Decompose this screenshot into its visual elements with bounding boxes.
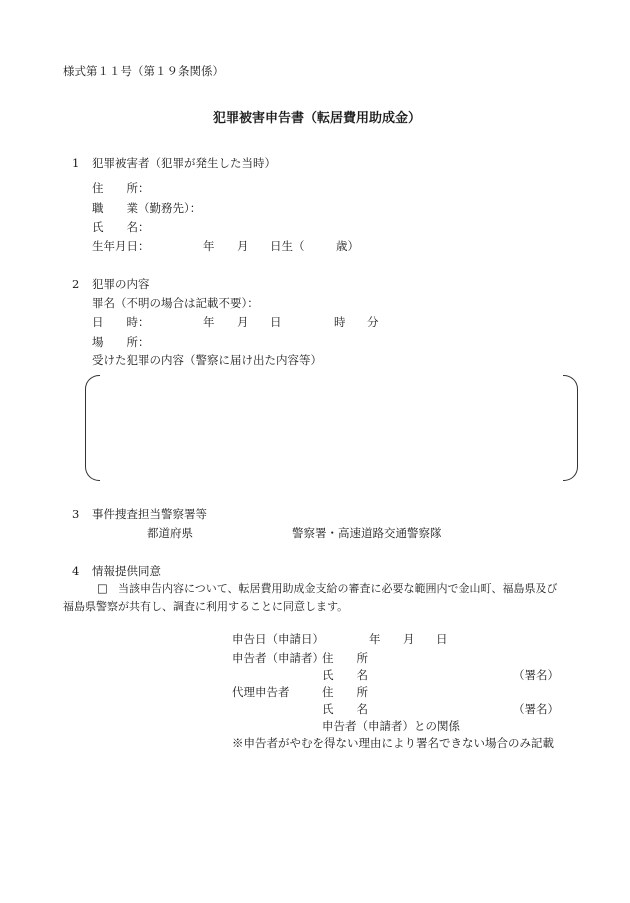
section-heading: 犯罪被害者（犯罪が発生した当時）	[92, 156, 276, 170]
applicant-signature-label: （署名）	[513, 668, 559, 682]
age-unit: 歳）	[336, 239, 359, 253]
birth-year-unit: 年	[203, 239, 215, 253]
page-title: 犯罪被害申告書（転居費用助成金）	[213, 111, 422, 126]
content-box-left-bracket	[85, 375, 100, 481]
address-label: 住 所：	[92, 181, 150, 195]
section-number: 4	[72, 564, 80, 578]
year-unit: 年	[203, 315, 215, 329]
section-heading: 事件捜査担当警察署等	[92, 507, 207, 521]
police-station-label: 警察署・高速道路交通警察隊	[292, 526, 442, 540]
content-box-right-bracket	[563, 375, 578, 481]
section-number: 3	[72, 507, 80, 521]
declaration-day-unit: 日	[436, 632, 448, 646]
minute-unit: 分	[367, 315, 379, 329]
consent-text-line2: 福島県警察が共有し、調査に利用することに同意します。	[63, 600, 349, 613]
occupation-label: 職 業（勤務先）：	[92, 201, 202, 215]
section-heading: 犯罪の内容	[92, 277, 150, 291]
birth-day-unit: 日生（	[270, 239, 305, 253]
hour-unit: 時	[334, 315, 346, 329]
place-label: 場 所：	[92, 335, 150, 349]
prefecture-label: 都道府県	[147, 526, 193, 540]
agent-address-label: 住 所	[322, 685, 368, 699]
agent-signature-label: （署名）	[513, 702, 559, 716]
crime-name-label: 罪名（不明の場合は記載不要）：	[92, 296, 259, 310]
declaration-month-unit: 月	[403, 632, 415, 646]
birth-month-unit: 月	[237, 239, 249, 253]
consent-checkbox[interactable]: □	[97, 581, 108, 595]
agent-relation-label: 申告者（申請者）との関係	[322, 719, 460, 733]
applicant-address-label: 住 所	[322, 651, 368, 665]
month-unit: 月	[237, 315, 249, 329]
name-label: 氏 名：	[92, 220, 150, 234]
day-unit: 日	[270, 315, 282, 329]
signature-note: ※申告者がやむを得ない理由により署名できない場合のみ記載	[232, 736, 554, 750]
birth-date-label: 生年月日：	[92, 239, 150, 253]
datetime-label: 日 時：	[92, 315, 150, 329]
agent-label: 代理申告者	[232, 685, 290, 699]
consent-text-line1: 当該申告内容について、転居費用助成金支給の審査に必要な範囲内で金山町、福島県及び	[118, 582, 558, 595]
section-heading: 情報提供同意	[92, 564, 161, 578]
declaration-year-unit: 年	[369, 632, 381, 646]
applicant-name-label: 氏 名	[322, 668, 368, 682]
section-number: 2	[72, 277, 80, 291]
form-number: 様式第１１号（第１９条関係）	[63, 64, 224, 78]
crime-content-label: 受けた犯罪の内容（警察に届け出た内容等）	[92, 353, 322, 367]
section-number: 1	[72, 156, 80, 170]
declaration-date-label: 申告日（申請日）	[232, 632, 324, 646]
applicant-label: 申告者（申請者）	[232, 651, 324, 665]
agent-name-label: 氏 名	[322, 702, 368, 716]
